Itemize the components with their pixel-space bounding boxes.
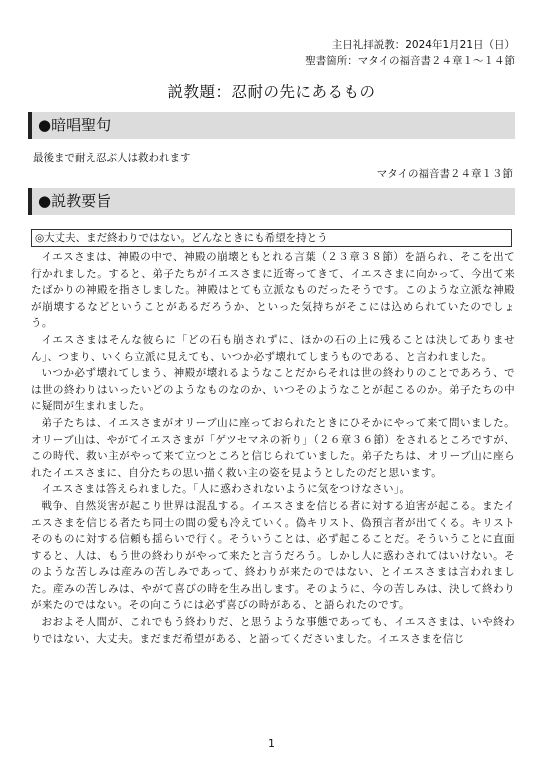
service-date-line: 主日礼拝説教：2024年1月21日（日） xyxy=(331,39,515,51)
summary-box: ◎大丈夫、まだ終わりではない。どんなときにも希望を持とう xyxy=(31,229,512,247)
paragraph: 戦争、自然災害が起こり世界は混乱する。イエスさまを信じる者に対する迫害が起こる。またイエスさまを信じる者たち同士の間の愛も冷えていく。偽キリスト、偽預言者が出てくる。キリストそのものに対する信頼も揺らいで行く。そういうことは、必ず起こることだ。そういうことに直面すると、人は、もう世の終わりがやって来たと言うだろう。しかし人に惑わされてはいけない。そのような苦しみは産みの苦しみであって、終わりが来たのではない、とイエスさまは言われました。産みの苦しみは、やがて喜びの時を生み出します。そのように、今の苦しみは、決して終わりが来たのではない。その向こうには必ず喜びの時がある、と語られたのです。 xyxy=(31,499,515,612)
paragraph: おおよそ人間が、これでもう終わりだ、と思うような事態であっても、イエスさまは、いや終わりではない、大丈夫。まだまだ希望がある、と語ってくださいました。イエスさまを信じ xyxy=(31,616,515,645)
memory-verse-text: 最後まで耐え忍ぶ人は救われます xyxy=(33,152,191,164)
sermon-body xyxy=(31,249,515,647)
sermon-summary-heading-bar xyxy=(28,188,515,215)
paragraph: イエスさまはそんな彼らに「どの石も崩されずに、ほかの石の上に残ることは決してありません」、つまり、いくら立派に見えても、いつか必ず壊れてしまうものである、と言われました。 xyxy=(31,333,515,363)
page-number: 1 xyxy=(268,737,275,750)
paragraph: イエスさまは、神殿の中で、神殿の崩壊ともとれる言葉（２３章３８節）を語られ、そこを出て行かれました。すると、弟子たちがイエスさまに近寄ってきて、イエスさまに向かって、今出て来たばかりの神殿を指さしました。神殿はとても立派なものだったそうです。このような立派な神殿が崩壊するなどということがあるだろうか、といった気持ちがそこには込められていたのでしょう。 xyxy=(31,251,515,330)
scripture-passage-line: 聖書箇所：マタイの福音書２４章１～１４節 xyxy=(305,55,515,67)
paragraph: イエスさまは答えられました。「人に惑わされないように気をつけなさい」。 xyxy=(41,483,411,496)
memory-verse-heading-bar xyxy=(28,112,515,139)
memory-verse-reference: マタイの福音書２４章１３節 xyxy=(376,168,513,180)
sermon-summary-heading: ●説教要旨 xyxy=(38,192,112,210)
sermon-title: 説教題：忍耐の先にあるもの xyxy=(167,83,376,101)
paragraph: いつか必ず壊れてしまう、神殿が壊れるようなことだからそれは世の終わりのことであろう、では世の終わりはいったいどのようなものなのか、いつそのようなことが起こるのか。弟子たちの中に疑問が生まれました。 xyxy=(31,367,515,413)
paragraph: 弟子たちは、イエスさまがオリーブ山に座っておられたときにひそかにやって来て問いました。オリーブ山は、やがてイエスさまが「ゲツセマネの祈り」（２６章３６節）をされるところですが、この時代、救い主がやって来て立つところと信じられていました。弟子たちは、オリーブ山に座られたイエスさまに、自分たちの思い描く救い主の姿を見ようとしたのだと思います。 xyxy=(31,416,515,479)
memory-verse-heading: ●暗唱聖句 xyxy=(38,116,112,134)
